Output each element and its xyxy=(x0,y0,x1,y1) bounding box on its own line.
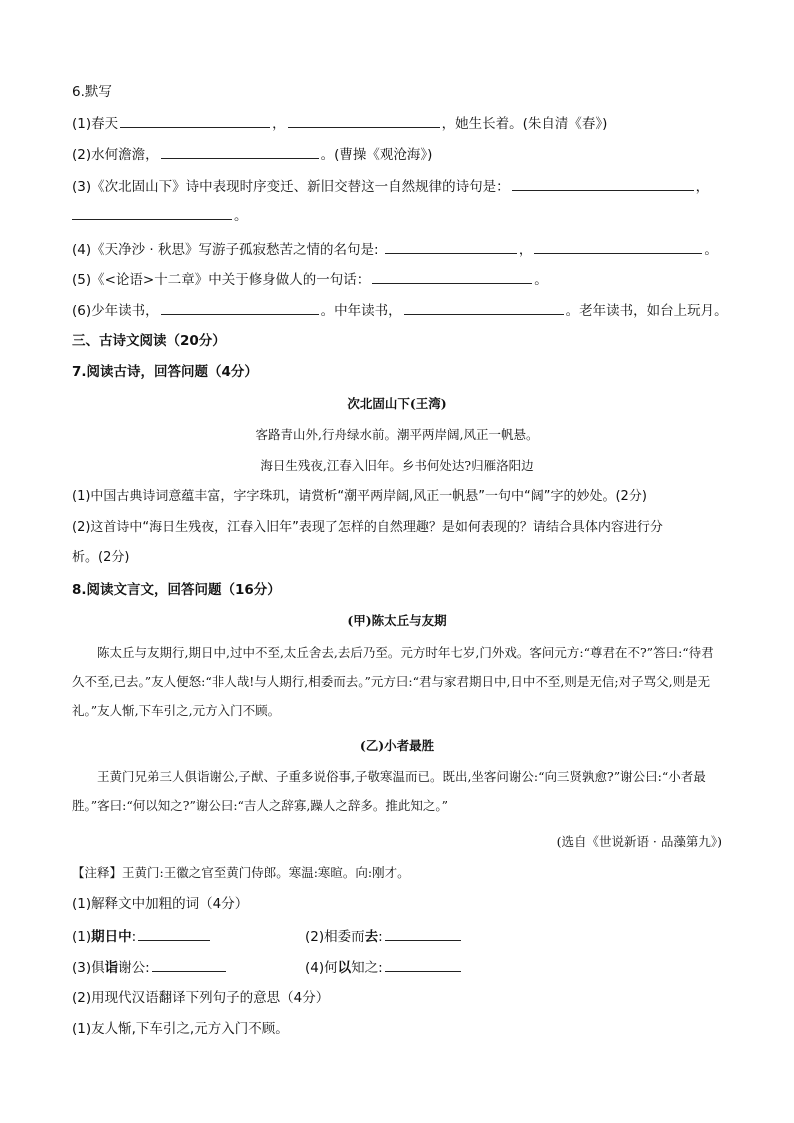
passage-source: (选自《世说新语 · 品藻第九》) xyxy=(556,834,722,849)
bold-word: 期日中 xyxy=(91,929,132,945)
poem-line-2: 海日生残夜,江春入旧年。乡书何处达?归雁洛阳边 xyxy=(260,458,534,473)
bold-word: 诣 xyxy=(104,960,119,976)
answer-blank[interactable] xyxy=(152,957,226,972)
word-item-3: (3)俱诣谢公: xyxy=(72,957,228,978)
q6-item-2: (2)水何澹澹， 。(曹操《观沧海》) xyxy=(72,144,432,165)
answer-blank[interactable] xyxy=(138,926,210,941)
q7-sub-1: (1)中国古典诗词意蕴丰富，字字珠玑，请赏析“潮平两岸阔,风正一帆悬”一句中“阔”字的妙处。(2分) xyxy=(72,489,647,504)
word-item-2: (2)相委而去: xyxy=(305,926,463,947)
bold-word: 去 xyxy=(364,929,379,945)
q6-item-6: (6)少年读书， 。中年读书， 。老年读书，如台上玩月。 xyxy=(72,300,728,321)
q8-part-1: (1)解释文中加粗的词（4分） xyxy=(72,896,249,912)
answer-blank[interactable] xyxy=(288,113,440,128)
q8-part-2: (2)用现代汉语翻译下列句子的意思（4分） xyxy=(72,990,330,1006)
answer-blank[interactable] xyxy=(512,176,694,191)
q6-item-5: (5)《<论语>十二章》中关于修身做人的一句话： 。 xyxy=(72,269,548,290)
answer-blank[interactable] xyxy=(120,113,270,128)
bold-word: 以 xyxy=(337,960,352,976)
answer-blank[interactable] xyxy=(385,926,461,941)
answer-blank[interactable] xyxy=(372,269,532,284)
q6-title: 6.默写 xyxy=(72,84,112,100)
translate-item-1: (1)友人惭,下车引之,元方入门不顾。 xyxy=(72,1021,289,1037)
word-item-1: (1)期日中: xyxy=(72,926,212,947)
poem-title: 次北固山下(王湾) xyxy=(347,396,447,411)
q6-item-1: (1)春天 ， ，她生长着。(朱自清《春》) xyxy=(72,113,607,134)
passage-b-text: 王黄门兄弟三人俱诣谢公,子猷、子重多说俗事,子敬寒温而已。既出,坐客问谢公:“向三贤孰愈?”谢公曰:“小者最胜。”客曰:“何以知之?”谢公曰:“吉人之辞寡,躁人之辞多。推此知之。” xyxy=(72,769,706,813)
answer-blank[interactable] xyxy=(534,239,702,254)
passage-a-title: (甲)陈太丘与友期 xyxy=(347,613,447,628)
answer-blank[interactable] xyxy=(72,205,232,220)
answer-blank[interactable] xyxy=(161,144,319,159)
q8-title: 8.阅读文言文，回答问题（16分） xyxy=(72,582,281,598)
q6-item-3-cont: 。 xyxy=(72,205,248,226)
answer-blank[interactable] xyxy=(385,239,517,254)
answer-blank[interactable] xyxy=(404,300,564,315)
poem-line-1: 客路青山外,行舟绿水前。潮平两岸阔,风正一帆悬。 xyxy=(255,427,539,442)
q7-sub-2: (2)这首诗中“海日生残夜，江春入旧年”表现了怎样的自然理趣？是如何表现的？请结合具体内容进行分 xyxy=(72,520,663,535)
q6-item-4: (4)《天净沙 · 秋思》写游子孤寂愁苦之情的名句是: ， 。 xyxy=(72,239,718,260)
annotation-note: 【注释】王黄门:王徽之官至黄门侍郎。寒温:寒暄。向:刚才。 xyxy=(72,865,410,880)
q7-sub-2-cont: 析。(2分) xyxy=(72,550,130,565)
answer-blank[interactable] xyxy=(161,300,319,315)
section-heading: 三、古诗文阅读（20分） xyxy=(72,333,226,349)
passage-a-text: 陈太丘与友期行,期日中,过中不至,太丘舍去,去后乃至。元方时年七岁,门外戏。客问元方:“尊君在不?”答曰:“待君久不至,已去。”友人便怒:“非人哉!与人期行,相委而去。”元方曰:“君与家君期日中,日中不至,则是无信;对子骂父,则是无礼。”友人惭,下车引之,元方入门不顾。 xyxy=(72,645,714,718)
q7-title: 7.阅读古诗，回答问题（4分） xyxy=(72,364,258,380)
answer-blank[interactable] xyxy=(385,957,461,972)
q6-item-3: (3)《次北固山下》诗中表现时序变迁、新旧交替这一自然规律的诗句是： ， xyxy=(72,176,709,197)
passage-b-title: (乙)小者最胜 xyxy=(359,738,435,753)
word-item-4: (4)何以知之: xyxy=(305,957,463,978)
